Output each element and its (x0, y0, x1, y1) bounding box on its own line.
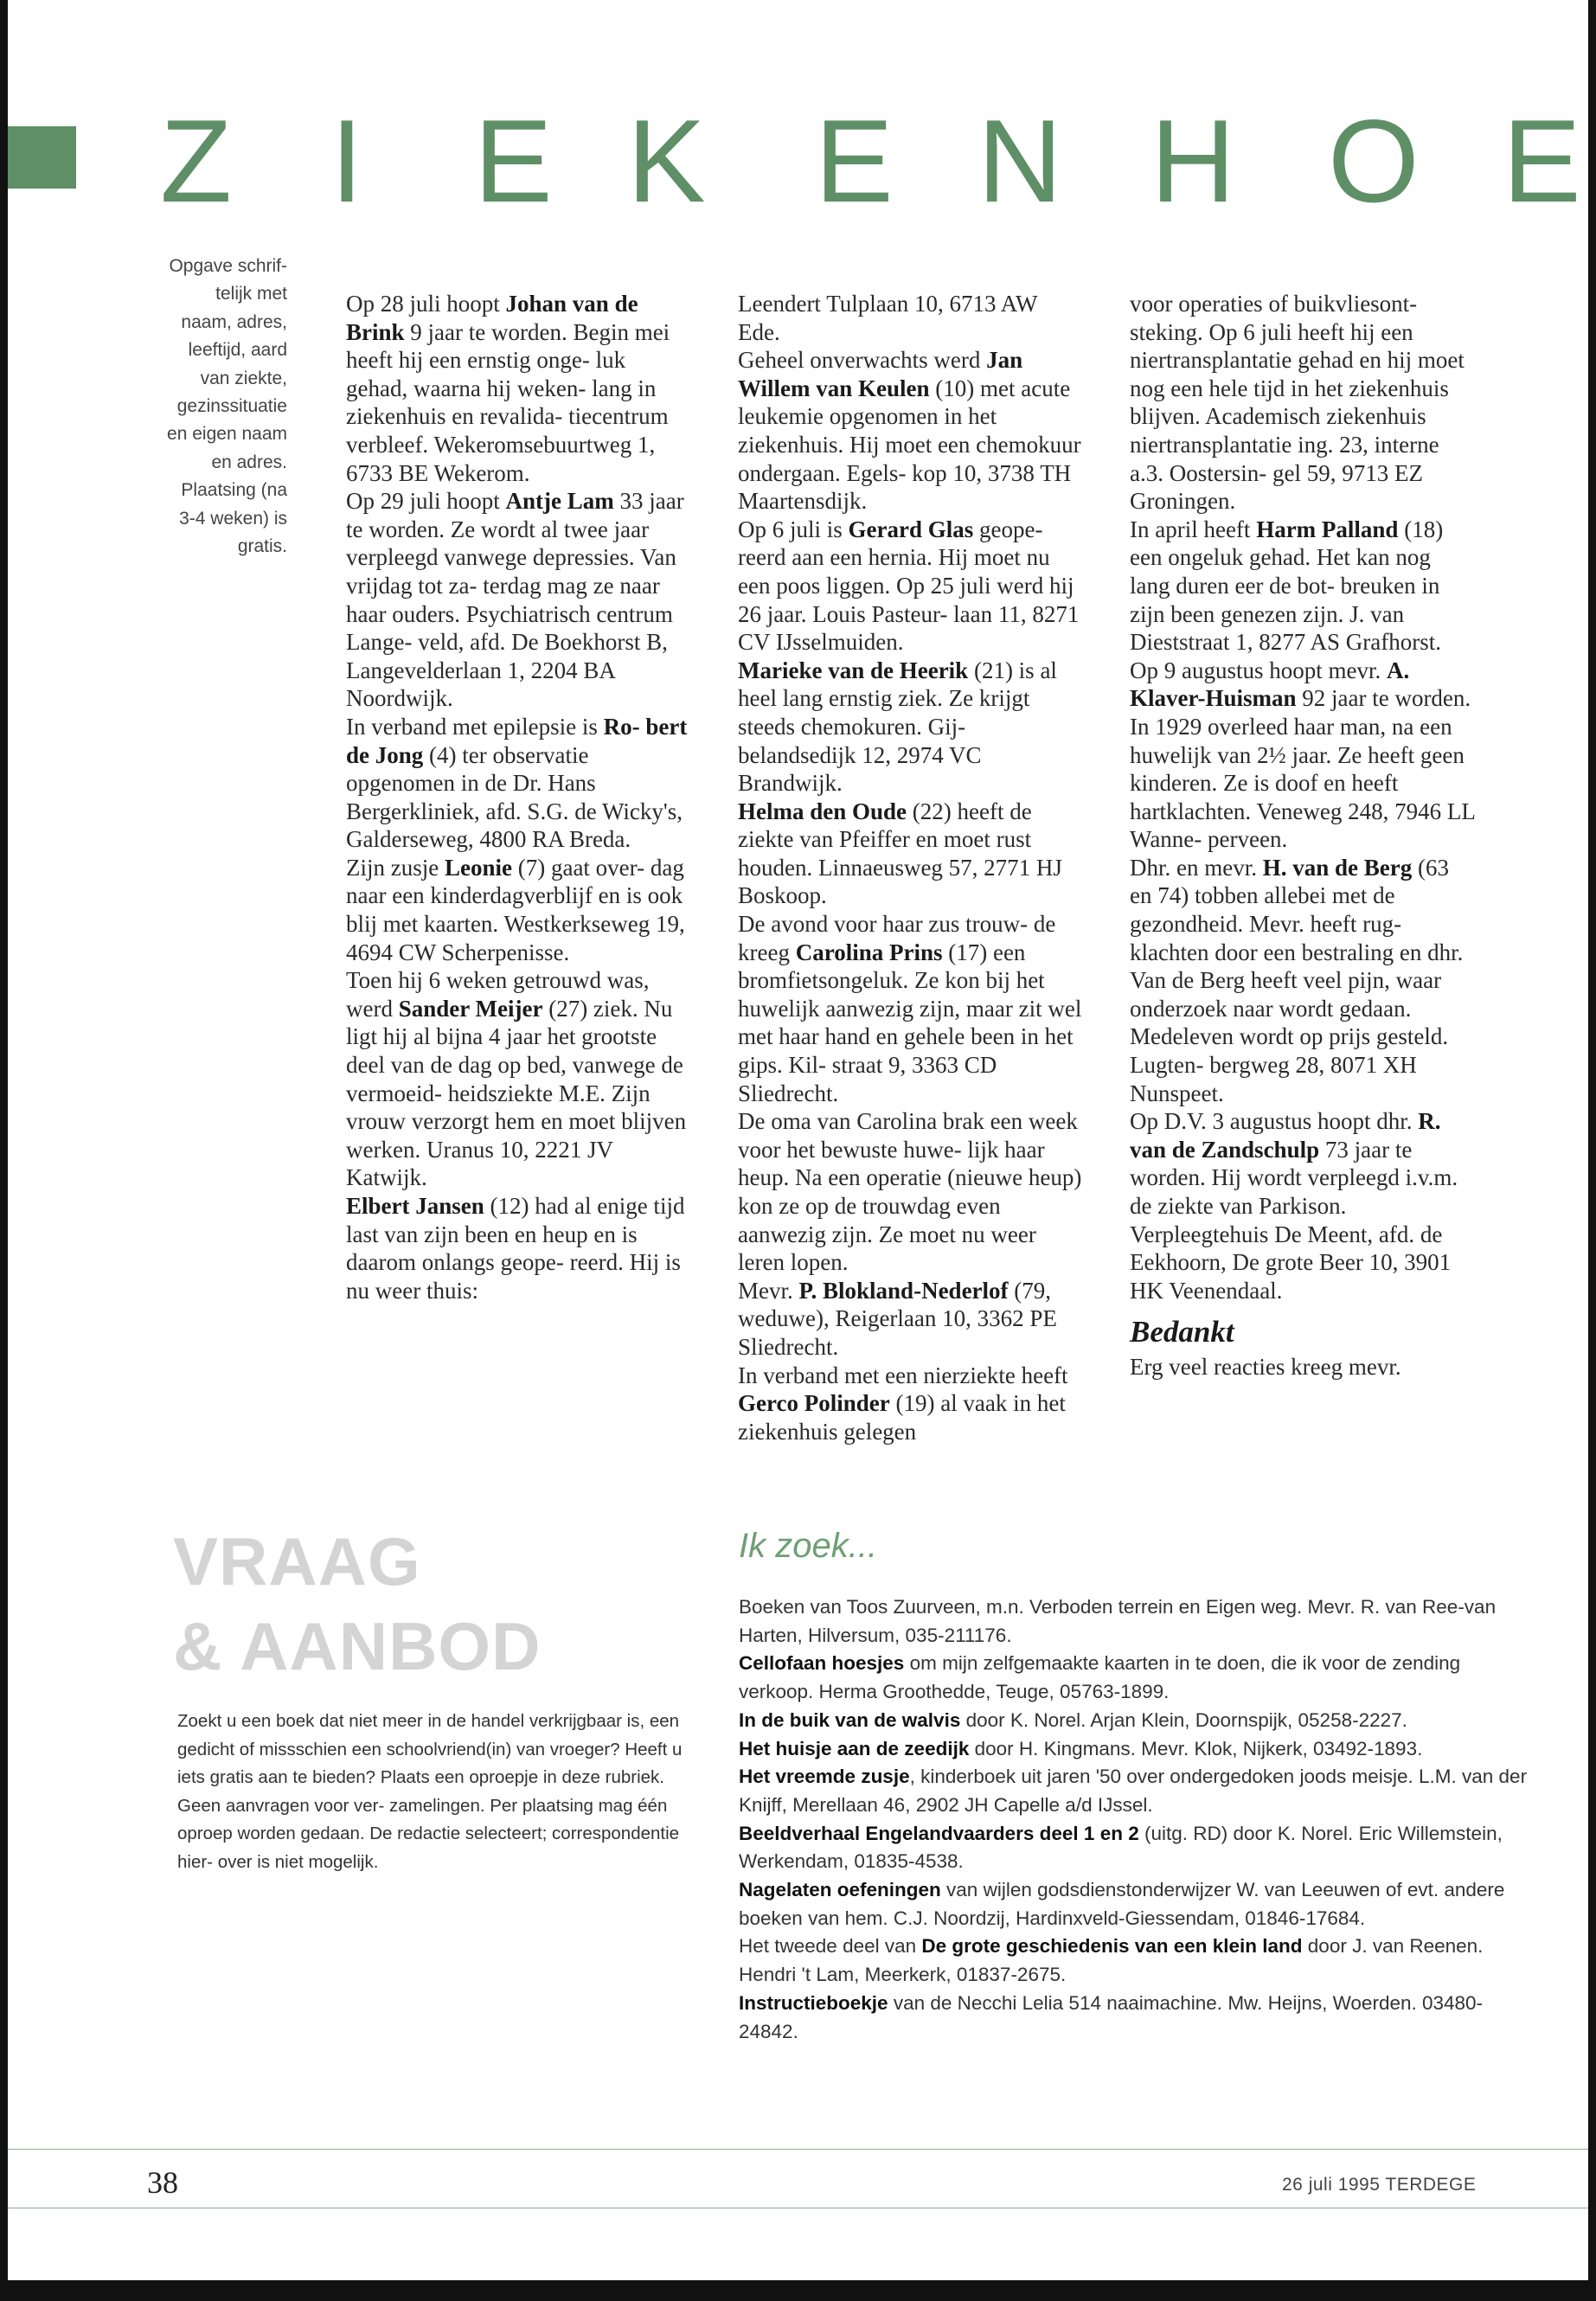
patient-entry: Mevr. P. Blokland-Nederlof (79, weduwe), Reigerlaan 10, 3362 PE Sliedrecht. (738, 1277, 1057, 1360)
note-line: gratis. (237, 536, 287, 557)
vraag-aanbod-intro: Zoekt u een boek dat niet meer in de handel verkrijgbaar is, een gedicht of missschien een schoolvriend(in) van vroeger? Heeft u iets gratis aan te bieden? Plaats een oproepje in deze rubriek. Geen aanvragen voor ver- zamelingen. Per plaatsing mag één oproep worden gedaan. De redactie selecteert; correspondentie hier- over is niet mogelijk. (177, 1711, 683, 1872)
list-item: Het tweede deel van De grote geschiedenis van een klein land door J. van Reenen. Hendri 't Lam, Meerkerk, 01837-2675. (739, 1935, 1484, 1986)
note-line: leeftijd, aard (188, 340, 287, 361)
vraag-aanbod-title (173, 1519, 541, 1689)
bedankt-text: Erg veel reacties kreeg mevr. (1130, 1354, 1401, 1381)
patient-entry: In april heeft Harm Palland (18) een ongeluk gehad. Het kan nog lang duren eer de bot- breuken in zijn been genezen zijn. J. van Dieststraat 1, 8277 AS Grafhorst. (1130, 516, 1444, 656)
banner-letter: E (1503, 95, 1581, 227)
patient-entry: Op 29 juli hoopt Antje Lam 33 jaar te worden. Ze wordt al twee jaar verpleegd vanwege depressies. Van vrijdag tot za- terdag mag ze naar haar ouders. Psychiatrisch centrum Lange- veld, afd. De Boekhorst B, Langevelderlaan 1, 2204 BA Noordwijk. (346, 488, 684, 712)
list-item: In de buik van de walvis door K. Norel. Arjan Klein, Doornspijk, 05258-2227. (739, 1708, 1407, 1731)
patient-entry: Op 28 juli hoopt Johan van de Brink 9 jaar te worden. Begin mei heeft hij een ernstig onge- luk gehad, waarna hij weken- lang in ziekenhuis en revalida- tiecentrum verbleef. Wekeromsebuurtweg 1, 6733 BE Wekerom. (346, 291, 670, 486)
banner-letter: N (977, 95, 1063, 227)
article-column-3 (1130, 290, 1476, 1381)
patient-entry: Dhr. en mevr. H. van de Berg (63 en 74) tobben allebei met de gezondheid. Mevr. heeft rug- klachten door een bestraling en dhr. Van de Berg heeft veel pijn, waar onderzoek naar wordt gedaan. Medeleven wordt op prijs gesteld. Lugten- bergweg 28, 8071 XH Nunspeet. (1130, 854, 1464, 1106)
submission-note (147, 253, 287, 561)
patient-entry: Op 6 juli is Gerard Glas geope- reerd aan een hernia. Hij moet nu een poos liggen. Op 25 juli werd hij 26 jaar. Louis Pasteur- laan 11, 8271 CV IJsselmuiden. (738, 516, 1080, 656)
note-line: Plaatsing (na (181, 480, 287, 501)
banner-letter: O (1328, 95, 1420, 227)
footer-rule-top (8, 2149, 1588, 2150)
patient-entry: Op 9 augustus hoopt mevr. A. Klaver-Huisman 92 jaar te worden. In 1929 overleed haar man, na een huwelijk van 2½ jaar. Ze heeft geen kinderen. Ze is doof en heeft hartklachten. Veneweg 248, 7946 LL Wanne- perveen. (1130, 657, 1475, 853)
banner-letter: E (815, 95, 894, 227)
patient-entry: De avond voor haar zus trouw- de kreeg Carolina Prins (17) een bromfietsongeluk. Ze kon bij het huwelijk aanwezig zijn, maar zit wel met haar hand en gehele been in het gips. Kil- straat 9, 3363 CD Sliedrecht. (738, 911, 1082, 1106)
list-item: Instructieboekje van de Necchi Lelia 514 naaimachine. Mw. Heijns, Woerden. 03480-24842. (739, 1991, 1484, 2042)
banner-letter: Z (160, 95, 233, 227)
note-line: naam, adres, (181, 311, 287, 332)
scan-border-right (1588, 0, 1596, 2301)
list-item: Het huisje aan de zeedijk door H. Kingmans. Mevr. Klok, Nijkerk, 03492-1893. (739, 1737, 1423, 1759)
ik-zoek-title: Ik zoek... (739, 1527, 878, 1565)
patient-entry: Helma den Oude (22) heeft de ziekte van Pfeiffer en moet rust houden. Linnaeusweg 57, 2771 HJ Boskoop. (738, 798, 1062, 909)
note-line: telijk met (215, 284, 287, 304)
patient-entry: Zijn zusje Leonie (7) gaat over- dag naar een kinderdagverblijf en is ook blij met kaarten. Westkerkseweg 19, 4694 CW Scherpenisse. (346, 854, 685, 965)
banner-letter: E (474, 95, 553, 227)
note-line: van ziekte, (200, 368, 287, 388)
patient-entry: De oma van Carolina brak een week voor het bewuste huwe- lijk haar heup. Na een operatie (nieuwe heup) kon ze op de trouwdag even aanwezig zijn. Ze moet nu weer leren lopen. (738, 1108, 1082, 1276)
list-item: Beeldverhaal Engelandvaarders deel 1 en 2 (uitg. RD) door K. Norel. Eric Willemstein, Werkendam, 01835-4538. (739, 1822, 1503, 1873)
note-line: Opgave schrif- (169, 256, 287, 276)
patient-entry: Geheel onverwachts werd Jan Willem van Keulen (10) met acute leukemie opgenomen in het ziekenhuis. Hij moet een chemokuur ondergaan. Egels- kop 10, 3738 TH Maartensdijk. (738, 347, 1081, 515)
list-item: Boeken van Toos Zuurveen, m.n. Verboden terrein en Eigen weg. Mevr. R. van Ree-van Harten, Hilversum, 035-211176. (739, 1596, 1497, 1646)
note-line: en eigen naam (167, 424, 287, 445)
banner-letter: K (627, 95, 706, 227)
bedankt-heading: Bedankt (1130, 1315, 1234, 1349)
patient-entry: In verband met een nierziekte heeft Gerco Polinder (19) al vaak in het ziekenhuis gelegen (738, 1362, 1068, 1445)
patient-entry: Elbert Jansen (12) had al enige tijd last van zijn been en heup en is daarom onlangs geope- reerd. Hij is nu weer thuis: (346, 1193, 685, 1304)
note-line: gezinssituatie (176, 396, 287, 417)
banner-color-block (8, 126, 76, 189)
article-column-1 (346, 290, 692, 1304)
vraag-title-line: & AANBOD (173, 1608, 542, 1684)
list-item: Nagelaten oefeningen van wijlen godsdienstonderwijzer W. van Leeuwen of evt. andere boeken van hem. C.J. Noordzij, Hardinxveld-Giessendam, 01846-17684. (739, 1879, 1505, 1929)
note-line: 3-4 weken) is (179, 508, 287, 529)
list-item: Het vreemde zusje, kinderboek uit jaren '50 over ondergedoken joods meisje. L.M. van der Knijff, Merellaan 46, 2902 JH Capelle a/d IJssel. (739, 1766, 1528, 1816)
page-number: 38 (147, 2165, 178, 2200)
publication-date: 26 juli 1995 TERDEGE (1282, 2175, 1477, 2195)
patient-entry: voor operaties of buikvliesont- steking. Op 6 juli heeft hij een niertransplantatie gehad en hij moet nog een hele tijd in het ziekenhuis blijven. Academisch ziekenhuis niertransplantatie ing. 23, interne a.3. Oostersin- gel 59, 9713 EZ Groningen. (1130, 291, 1465, 515)
patient-entry: In verband met epilepsie is Ro- bert de Jong (4) ter observatie opgenomen in de Dr. Hans Bergerkliniek, afd. S.G. de Wicky's, Galderseweg, 4800 RA Breda. (346, 713, 688, 853)
article-column-2 (738, 290, 1084, 1445)
vraag-title-line: VRAAG (173, 1523, 421, 1599)
patient-entry: Marieke van de Heerik (21) is al heel lang ernstig ziek. Ze krijgt steeds chemokuren. Gij- belandsedijk 12, 2974 VC Brandwijk. (738, 657, 1057, 797)
patient-entry: Op D.V. 3 augustus hoopt dhr. R. van de Zandschulp 73 jaar te worden. Hij wordt verpleegd i.v.m. de ziekte van Parkison. Verpleegtehuis De Meent, afd. de Eekhoorn, De grote Beer 10, 3901 HK Veenendaal. (1130, 1108, 1458, 1304)
ik-zoek-list (739, 1593, 1535, 2046)
list-item: Cellofaan hoesjes om mijn zelfgemaakte kaarten in te doen, die ik voor de zending verkoop. Herma Groothedde, Teuge, 05763-1899. (739, 1652, 1461, 1703)
banner-letter: I (330, 95, 363, 227)
banner-letter: H (1151, 95, 1236, 227)
patient-entry: Toen hij 6 weken getrouwd was, werd Sander Meijer (27) ziek. Nu ligt hij al bijna 4 jaar het grootste deel van de dag op bed, vanwege de vermoeid- heidsziekte M.E. Zijn vrouw verzorgt hem en moet blijven werken. Uranus 10, 2221 JV Katwijk. (346, 967, 687, 1191)
patient-entry: Leendert Tulplaan 10, 6713 AW Ede. (738, 291, 1038, 345)
note-line: en adres. (211, 452, 287, 472)
scan-border-left (0, 0, 8, 2301)
scan-border-bottom (0, 2280, 1596, 2301)
